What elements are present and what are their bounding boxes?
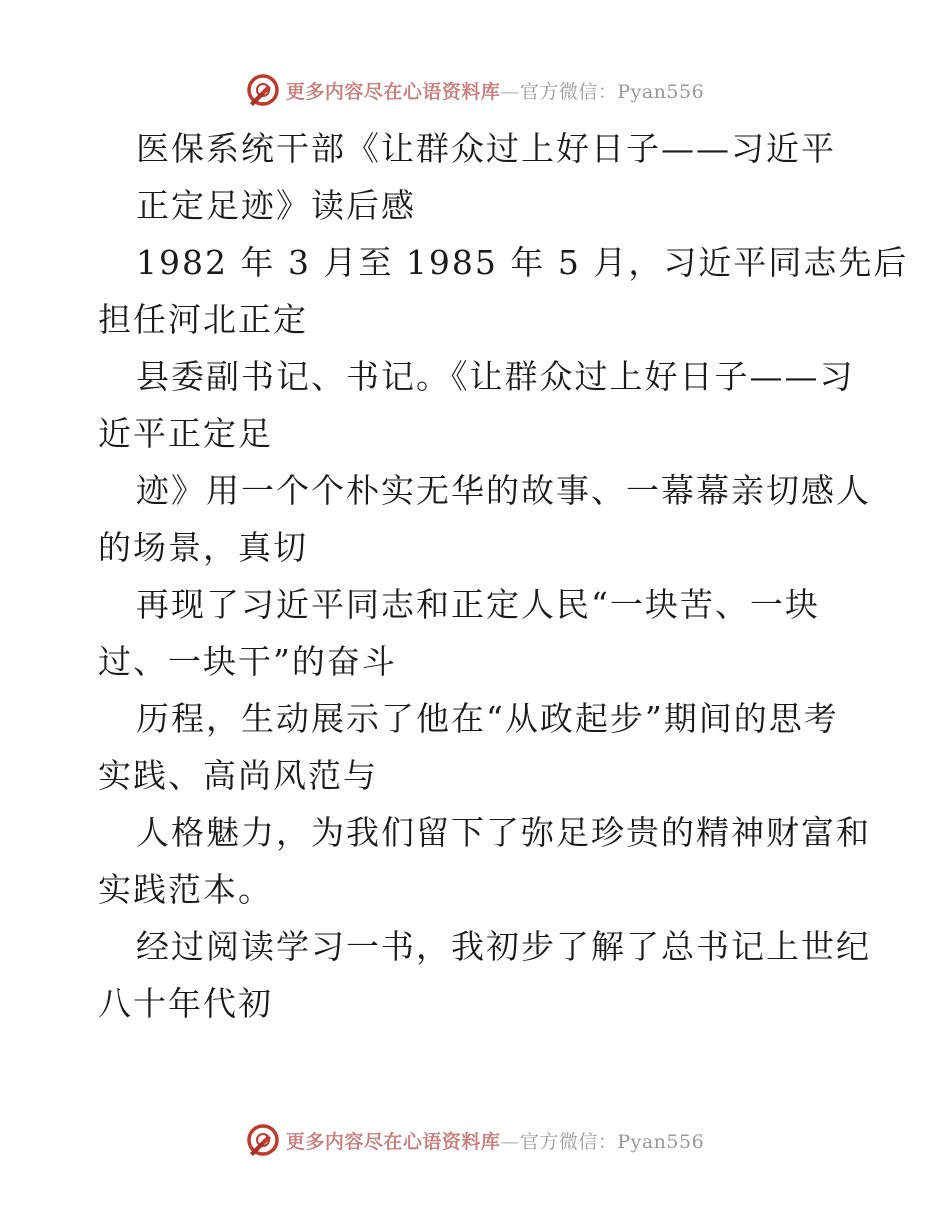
title-line-1: 医保系统干部《让群众过上好日子——习近平 bbox=[136, 129, 836, 168]
document-body bbox=[98, 120, 909, 1032]
paragraph-line: 县委副书记、书记。《让群众过上好日子——习 bbox=[136, 357, 855, 396]
header-banner bbox=[0, 70, 950, 110]
paragraph-line: 的场景，真切 bbox=[98, 528, 308, 567]
paragraph-line: 过、一块干”的奋斗 bbox=[98, 642, 397, 681]
header-site-name: 更多内容尽在心语资料库 bbox=[285, 80, 501, 103]
paragraph-line: 实践、高尚风范与 bbox=[98, 756, 378, 795]
footer-site-name: 更多内容尽在心语资料库 bbox=[285, 1130, 501, 1153]
footer-banner bbox=[0, 1120, 950, 1160]
footer-banner-inner bbox=[246, 1123, 704, 1157]
header-banner-text bbox=[286, 77, 704, 104]
paragraph-line: 迹》用一个个朴实无华的故事、一幕幕亲切感人 bbox=[136, 471, 871, 510]
paragraph-line: 近平正定足 bbox=[98, 414, 273, 453]
paragraph-line: 八十年代初 bbox=[98, 984, 273, 1023]
header-banner-inner bbox=[246, 73, 704, 107]
pen-circle-logo-icon bbox=[246, 73, 280, 107]
paragraph-line: 经过阅读学习一书，我初步了解了总书记上世纪 bbox=[136, 927, 871, 966]
header-contact: 官方微信：Pyan556 bbox=[519, 80, 705, 103]
paragraph-line: 1982 年 3 月至 1985 年 5 月，习近平同志先后 bbox=[136, 243, 909, 282]
paragraph-line: 实践范本。 bbox=[98, 870, 273, 909]
paragraph-line: 历程，生动展示了他在“从政起步”期间的思考 bbox=[136, 699, 839, 738]
footer-banner-text bbox=[286, 1127, 704, 1154]
header-separator: — bbox=[500, 80, 520, 103]
paragraph-line: 担任河北正定 bbox=[98, 300, 308, 339]
pen-circle-logo-icon bbox=[246, 1123, 280, 1157]
paragraph-line: 再现了习近平同志和正定人民“一块苦、一块 bbox=[136, 585, 820, 624]
footer-contact: 官方微信：Pyan556 bbox=[519, 1130, 705, 1153]
footer-separator: — bbox=[500, 1130, 520, 1153]
title-line-2: 正定足迹》读后感 bbox=[136, 186, 416, 225]
paragraph-line: 人格魅力，为我们留下了弥足珍贵的精神财富和 bbox=[136, 813, 871, 852]
